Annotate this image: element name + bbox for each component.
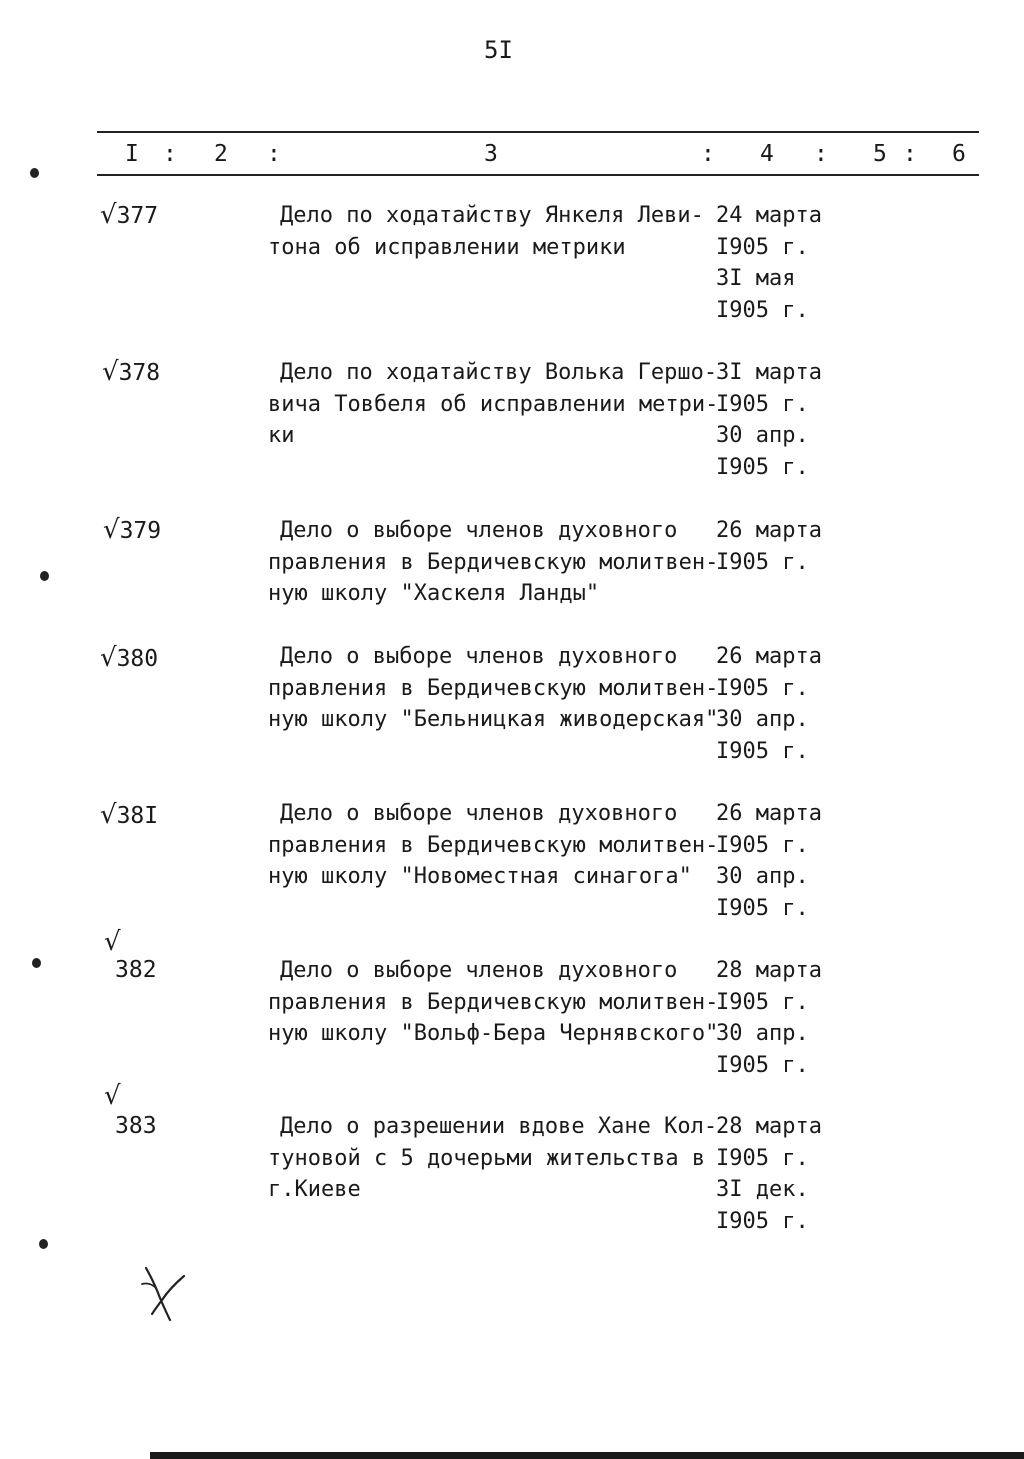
case-dates: 26 марта I905 г. xyxy=(716,518,822,575)
column-4-header: 4 xyxy=(760,141,774,167)
page-bottom-edge xyxy=(150,1452,1024,1459)
punch-hole-icon xyxy=(39,1239,48,1249)
case-description: Дело по ходатайству Янкеля Леви- тона об исправлении метрики xyxy=(268,203,704,260)
checkmark-icon: √ xyxy=(102,357,119,387)
column-separator: : xyxy=(163,141,177,167)
punch-hole-icon xyxy=(40,571,49,581)
punch-hole-icon xyxy=(32,958,41,968)
case-number: √379 xyxy=(103,515,162,545)
column-separator: : xyxy=(701,141,715,167)
column-2-header: 2 xyxy=(214,141,228,167)
case-description: Дело о выборе членов духовного правления в Бердичевскую молитвен- ную школу "Бельницкая живодерская" xyxy=(268,644,719,732)
punch-hole-icon xyxy=(30,168,39,178)
checkmark-icon: √ xyxy=(103,515,120,545)
case-number: 383 xyxy=(115,1113,157,1139)
table-rule-bottom xyxy=(97,174,979,176)
case-number: √378 xyxy=(102,357,161,387)
case-description: Дело о выборе членов духовного правления в Бердичевскую молитвен- ную школу "Новоместная синагога" xyxy=(268,801,719,889)
checkmark-icon: √ xyxy=(100,643,117,673)
column-separator: : xyxy=(267,141,281,167)
case-dates: 26 марта I905 г. 30 апр. I905 г. xyxy=(716,644,822,764)
checkmark-icon: √ xyxy=(100,800,117,830)
page-number: 5I xyxy=(484,36,513,64)
case-number: 382 xyxy=(115,957,157,983)
column-1-header: I xyxy=(125,141,139,167)
handwritten-cross-icon xyxy=(140,1262,190,1326)
case-dates: 24 марта I905 г. 3I мая I905 г. xyxy=(716,203,822,323)
case-dates: 3I марта I905 г. 30 апр. I905 г. xyxy=(716,360,822,480)
case-description: Дело о разрешении вдове Хане Кол- туновой с 5 дочерьми жительства в г.Киеве xyxy=(268,1114,718,1202)
case-description: Дело о выборе членов духовного правления в Бердичевскую молитвен- ную школу "Хаскеля Ланды" xyxy=(268,518,719,606)
checkmark-icon: √ xyxy=(104,927,121,957)
case-dates: 26 марта I905 г. 30 апр. I905 г. xyxy=(716,801,822,921)
checkmark-icon: √ xyxy=(104,1081,121,1111)
column-3-header: 3 xyxy=(484,141,498,167)
case-dates: 28 марта I905 г. 30 апр. I905 г. xyxy=(716,958,822,1078)
column-separator: : xyxy=(814,141,828,167)
column-6-header: 6 xyxy=(952,141,966,167)
table-rule-top xyxy=(97,131,979,133)
column-5-header: 5 xyxy=(873,141,887,167)
case-number: √38I xyxy=(100,800,159,830)
case-number: √377 xyxy=(100,200,159,230)
checkmark-icon: √ xyxy=(100,200,117,230)
column-separator: : xyxy=(903,141,917,167)
case-number: √380 xyxy=(100,643,159,673)
case-description: Дело о выборе членов духовного правления в Бердичевскую молитвен- ную школу "Вольф-Бера Чернявского" xyxy=(268,958,719,1046)
case-description: Дело по ходатайству Волька Гершо- вича Товбеля об исправлении метри- ки xyxy=(268,360,719,448)
case-dates: 28 марта I905 г. 3I дек. I905 г. xyxy=(716,1114,822,1234)
